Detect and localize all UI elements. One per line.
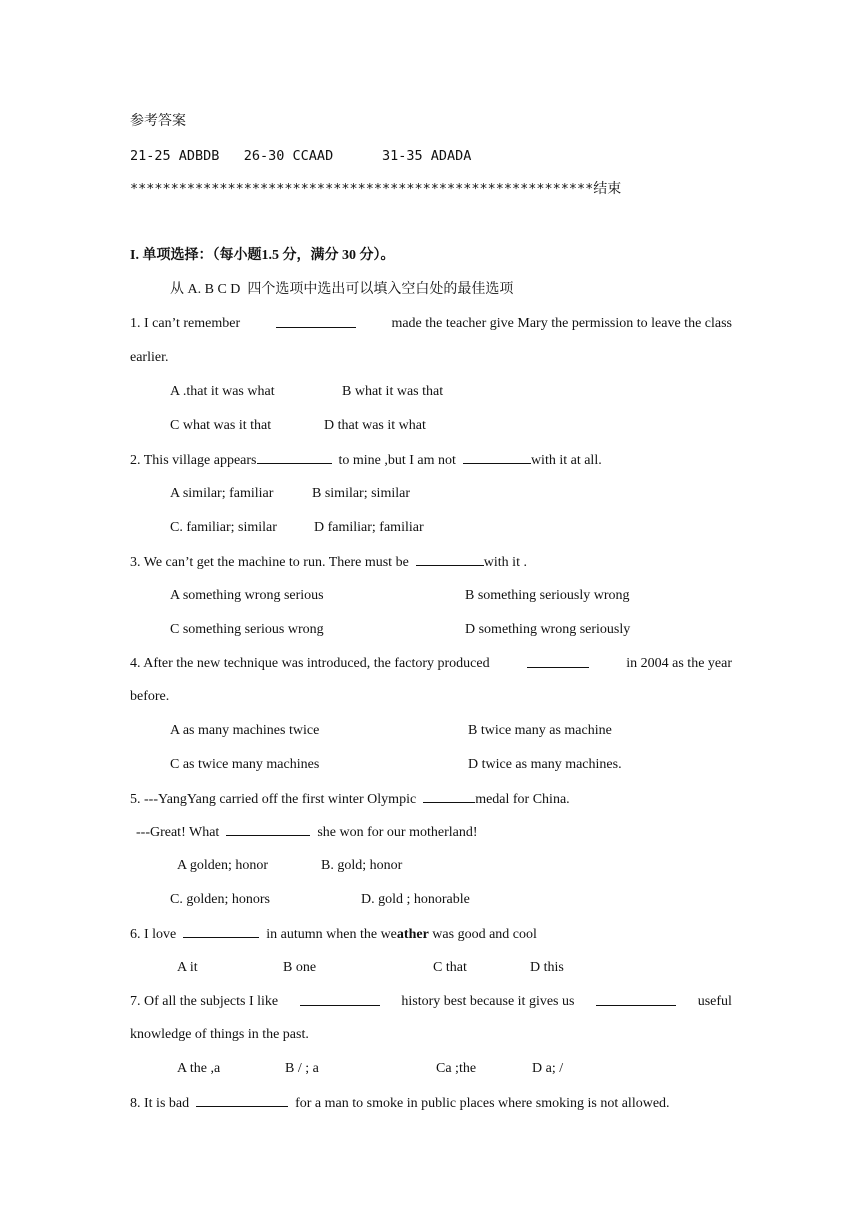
- q4-stem: [130, 655, 732, 673]
- q5-blank-2: [226, 823, 310, 836]
- q8-stem: [130, 1094, 670, 1113]
- q8-stem-b: for a man to smoke in public places where smoking is not allowed.: [295, 1096, 670, 1111]
- q7-blank-2: [596, 993, 676, 1006]
- q4-option-b: B twice many as machine: [468, 723, 612, 738]
- heading-mid: 分，满分: [282, 248, 339, 263]
- q7-option-c: Ca ;the: [436, 1061, 477, 1076]
- q6-option-b: B one: [283, 960, 317, 975]
- q1-option-a: A .that it was what: [170, 384, 275, 399]
- q7-stem: [130, 993, 732, 1011]
- q5-stem-b: medal for China.: [475, 792, 570, 807]
- heading-tail: 分）。: [359, 248, 395, 263]
- q7-option-b: B / ; a: [285, 1061, 319, 1076]
- q1-stem-b: made the teacher give Mary the permission to leave the class: [391, 316, 732, 331]
- q7-stem-a: 7. Of all the subjects I like: [130, 994, 279, 1009]
- q6-option-d: D this: [530, 960, 564, 975]
- q5-option-d: D. gold ; honorable: [361, 892, 470, 907]
- q2-option-a: A similar; familiar: [170, 486, 274, 501]
- q6-stem-b: in autumn when the we: [266, 927, 397, 942]
- q4-stem-b: in 2004 as the year: [626, 656, 732, 671]
- q4-option-d: D twice as many machines.: [468, 757, 622, 772]
- q2-stem-c: with it at all.: [530, 453, 602, 468]
- q3-stem-a: 3. We can’t get the machine to run. There must be: [130, 555, 409, 570]
- q4-stem-c: before.: [130, 689, 170, 704]
- q7-blank-1: [300, 993, 380, 1006]
- q7-stem-d: knowledge of things in the past.: [130, 1027, 309, 1042]
- answer-key-line: 21-25 ADBDB 26-30 CCAAD 31-35 ADADA: [130, 148, 472, 164]
- q7-stem-b: history best because it gives us: [401, 994, 575, 1009]
- q2-option-d: D familiar; familiar: [314, 520, 424, 535]
- q6-option-c: C that: [433, 960, 467, 975]
- q6-option-a: A it: [177, 960, 198, 975]
- q2-blank-2: [463, 451, 531, 464]
- q5-stem-d: she won for our motherland!: [317, 825, 478, 840]
- divider-stars: *********************************************************: [130, 181, 594, 197]
- heading-text: 单项选择：（每小题: [142, 248, 262, 263]
- q2-stem-b: to mine ,but I am not: [338, 453, 456, 468]
- q3-blank: [416, 553, 484, 566]
- q4-option-c: C as twice many machines: [170, 757, 320, 772]
- q3-option-d: D something wrong seriously: [465, 622, 631, 637]
- section-heading: [130, 247, 394, 265]
- heading-score: 1.5: [261, 248, 279, 263]
- q7-stem-c: useful: [697, 994, 732, 1009]
- q6-stem-bold: ather: [396, 927, 429, 942]
- q2-stem: [130, 451, 602, 470]
- q4-stem-a: 4. After the new technique was introduced, the factory produced: [130, 656, 490, 671]
- q2-option-c: C. familiar; similar: [170, 520, 277, 535]
- q4-option-a: A as many machines twice: [170, 723, 320, 738]
- q6-stem: [130, 925, 537, 944]
- q2-blank-1: [257, 451, 332, 464]
- q1-stem-c: earlier.: [130, 350, 169, 365]
- q8-stem-a: 8. It is bad: [130, 1096, 190, 1111]
- q1-stem: [130, 315, 732, 333]
- q3-stem-b: with it .: [483, 555, 527, 570]
- section-instruction: 从 A. B C D 四个选项中选出可以填入空白处的最佳选项: [170, 282, 514, 297]
- q5-blank-1: [423, 790, 475, 803]
- q6-stem-a: 6. I love: [130, 927, 177, 942]
- divider-end: 结束: [593, 182, 622, 197]
- q6-blank: [183, 925, 259, 938]
- q3-option-a: A something wrong serious: [170, 588, 324, 603]
- q8-blank: [196, 1094, 288, 1107]
- q1-option-b: B what it was that: [342, 384, 444, 399]
- q6-stem-c: was good and cool: [432, 927, 537, 942]
- q2-option-b: B similar; similar: [312, 486, 410, 501]
- answer-key-divider: [130, 180, 621, 199]
- q1-option-d: D that was it what: [324, 418, 426, 433]
- q5-option-a: A golden; honor: [177, 858, 268, 873]
- q3-stem: [130, 553, 527, 572]
- q5-option-c: C. golden; honors: [170, 892, 270, 907]
- q7-option-a: A the ,a: [177, 1061, 221, 1076]
- q1-blank: [276, 315, 356, 328]
- q3-option-b: B something seriously wrong: [465, 588, 630, 603]
- q5-reply: [136, 823, 478, 842]
- q5-stem-c: ---Great! What: [136, 825, 220, 840]
- q7-option-d: D a; /: [532, 1061, 564, 1076]
- q5-stem-a: 5. ---YangYang carried off the first winter Olympic: [130, 792, 417, 807]
- q3-option-c: C something serious wrong: [170, 622, 324, 637]
- q2-stem-a: 2. This village appears: [130, 453, 257, 468]
- q5-option-b: B. gold; honor: [321, 858, 403, 873]
- q4-blank: [527, 655, 589, 668]
- q5-stem: [130, 790, 570, 809]
- q1-option-c: C what was it that: [170, 418, 272, 433]
- heading-total: 30: [341, 248, 356, 263]
- heading-num: I.: [130, 248, 139, 263]
- answer-key-title: 参考答案: [130, 114, 186, 129]
- q1-stem-a: 1. I can’t remember: [130, 316, 241, 331]
